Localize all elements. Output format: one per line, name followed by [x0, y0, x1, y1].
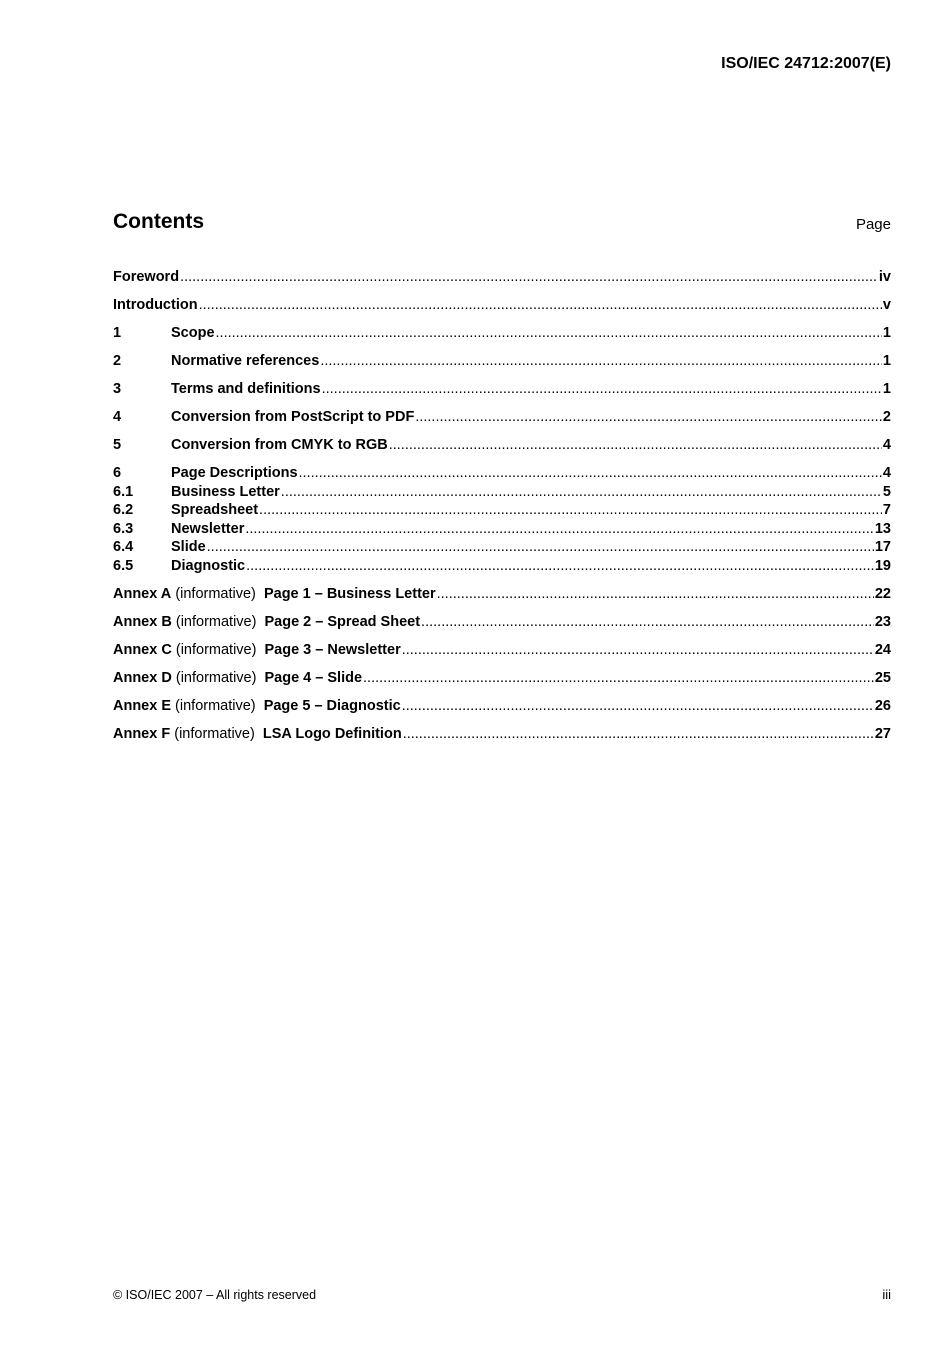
- dot-leader: [199, 296, 882, 314]
- toc-entry-title: Spreadsheet: [171, 502, 259, 519]
- dot-leader: [402, 641, 874, 659]
- toc-entry-number: 3: [113, 381, 122, 397]
- annex-type-tag: (informative): [174, 725, 255, 742]
- annex-title: LSA Logo Definition: [262, 725, 402, 742]
- toc-entry-page: 24: [874, 641, 891, 658]
- toc-entry-page: 27: [874, 725, 891, 742]
- toc-entry-diagnostic[interactable]: [113, 557, 891, 575]
- toc-entry-annex-b[interactable]: [113, 613, 891, 631]
- toc-entry-page: 5: [882, 483, 891, 500]
- toc-entry-title: Slide: [171, 539, 206, 556]
- toc-entry-number: 4: [113, 409, 122, 425]
- toc-entry-page: 4: [882, 465, 891, 481]
- page-number: iii: [882, 1287, 891, 1302]
- toc-entry-scope[interactable]: [113, 324, 891, 342]
- annex-label: Annex E: [113, 697, 172, 714]
- toc-entry-number: 5: [113, 437, 122, 453]
- annex-title: Page 4 – Slide: [264, 669, 363, 686]
- toc-entry-title: Page Descriptions: [171, 465, 298, 481]
- toc-entry-title: Diagnostic: [171, 557, 246, 574]
- toc-entry-page: 23: [874, 613, 891, 630]
- toc-entry-title: Terms and definitions: [171, 381, 321, 397]
- dot-leader: [363, 669, 874, 687]
- toc-entry-page: v: [882, 297, 891, 313]
- toc-entry-newsletter[interactable]: [113, 520, 891, 538]
- toc-entry-number: 6.2: [113, 502, 134, 519]
- toc-entry-title: Scope: [171, 325, 215, 341]
- dot-leader: [180, 268, 878, 286]
- toc-entry-annex-e[interactable]: [113, 697, 891, 715]
- toc-entry-business-letter[interactable]: [113, 483, 891, 501]
- toc-entry-number: 6.3: [113, 520, 134, 537]
- dot-leader: [216, 324, 882, 342]
- toc-entry-number: 1: [113, 325, 122, 341]
- dot-leader: [421, 613, 874, 631]
- annex-label: Annex B: [113, 613, 172, 630]
- toc-entry-annex-c[interactable]: [113, 641, 891, 659]
- toc-entry-number: 6.4: [113, 539, 134, 556]
- dot-leader: [245, 520, 874, 538]
- toc-entry-page: 22: [874, 585, 891, 602]
- toc-entry-number: 6: [113, 465, 122, 481]
- annex-label: Annex C: [113, 641, 172, 658]
- annex-title: Page 1 – Business Letter: [263, 585, 436, 602]
- toc-entry-page: 4: [882, 437, 891, 453]
- annex-label: Annex D: [113, 669, 172, 686]
- toc-entry-page: 13: [874, 520, 891, 537]
- toc-entry-number: 6.5: [113, 557, 134, 574]
- dot-leader: [299, 464, 882, 482]
- toc-entry-introduction[interactable]: [113, 296, 891, 314]
- toc-entry-annex-f[interactable]: [113, 725, 891, 743]
- toc-entry-page: 19: [874, 557, 891, 574]
- dot-leader: [415, 408, 882, 426]
- annex-type-tag: (informative): [175, 585, 256, 602]
- toc-entry-page: 25: [874, 669, 891, 686]
- toc-entry-annex-a[interactable]: [113, 585, 891, 603]
- dot-leader: [246, 557, 874, 575]
- toc-entry-title: Business Letter: [171, 483, 280, 500]
- toc-entry-page: 1: [882, 381, 891, 397]
- toc-entry-page: 17: [874, 539, 891, 556]
- toc-entry-title: Conversion from PostScript to PDF: [171, 409, 415, 425]
- dot-leader: [322, 380, 882, 398]
- dot-leader: [281, 483, 882, 501]
- toc-entry-title: Normative references: [171, 353, 320, 369]
- toc-entry-title: Newsletter: [171, 520, 245, 537]
- dot-leader: [259, 501, 882, 519]
- annex-title: Page 5 – Diagnostic: [263, 697, 401, 714]
- annex-type-tag: (informative): [175, 641, 257, 658]
- dot-leader: [320, 352, 882, 370]
- toc-entry-foreword[interactable]: [113, 268, 891, 286]
- annex-type-tag: (informative): [175, 697, 256, 714]
- annex-title: Page 2 – Spread Sheet: [264, 613, 421, 630]
- annex-label: Annex F: [113, 725, 171, 742]
- page-column-label: Page: [855, 216, 891, 233]
- toc-entry-spreadsheet[interactable]: [113, 501, 891, 519]
- toc-entry-title: Introduction: [113, 297, 198, 313]
- dot-leader: [437, 585, 874, 603]
- annex-label: Annex A: [113, 585, 172, 602]
- contents-heading: Contents: [113, 210, 204, 233]
- dot-leader: [389, 436, 882, 454]
- document-id: ISO/IEC 24712:2007(E): [721, 55, 891, 72]
- annex-type-tag: (informative): [175, 669, 257, 686]
- toc-entry-annex-d[interactable]: [113, 669, 891, 687]
- dot-leader: [207, 538, 874, 556]
- toc-entry-page-descriptions[interactable]: [113, 464, 891, 482]
- toc-entry-cmyk-to-rgb[interactable]: [113, 436, 891, 454]
- annex-title: Page 3 – Newsletter: [264, 641, 401, 658]
- toc-entry-page: 2: [882, 409, 891, 425]
- toc-entry-title: Foreword: [113, 269, 180, 285]
- dot-leader: [402, 697, 874, 715]
- dot-leader: [403, 725, 874, 743]
- toc-entry-title: Conversion from CMYK to RGB: [171, 437, 388, 453]
- toc-entry-page: 1: [882, 353, 891, 369]
- toc-entry-page: 1: [882, 325, 891, 341]
- toc-entry-page: 26: [874, 697, 891, 714]
- copyright-notice: © ISO/IEC 2007 – All rights reserved: [113, 1288, 317, 1302]
- toc-entry-number: 6.1: [113, 483, 134, 500]
- annex-type-tag: (informative): [175, 613, 257, 630]
- toc-entry-slide[interactable]: [113, 538, 891, 556]
- table-of-contents: [113, 268, 891, 743]
- toc-entry-terms-and-definitions[interactable]: [113, 380, 891, 398]
- toc-entry-postscript-to-pdf[interactable]: [113, 408, 891, 426]
- toc-entry-page: 7: [882, 502, 891, 519]
- toc-entry-normative-references[interactable]: [113, 352, 891, 370]
- toc-entry-page: iv: [878, 269, 891, 285]
- toc-entry-number: 2: [113, 353, 122, 369]
